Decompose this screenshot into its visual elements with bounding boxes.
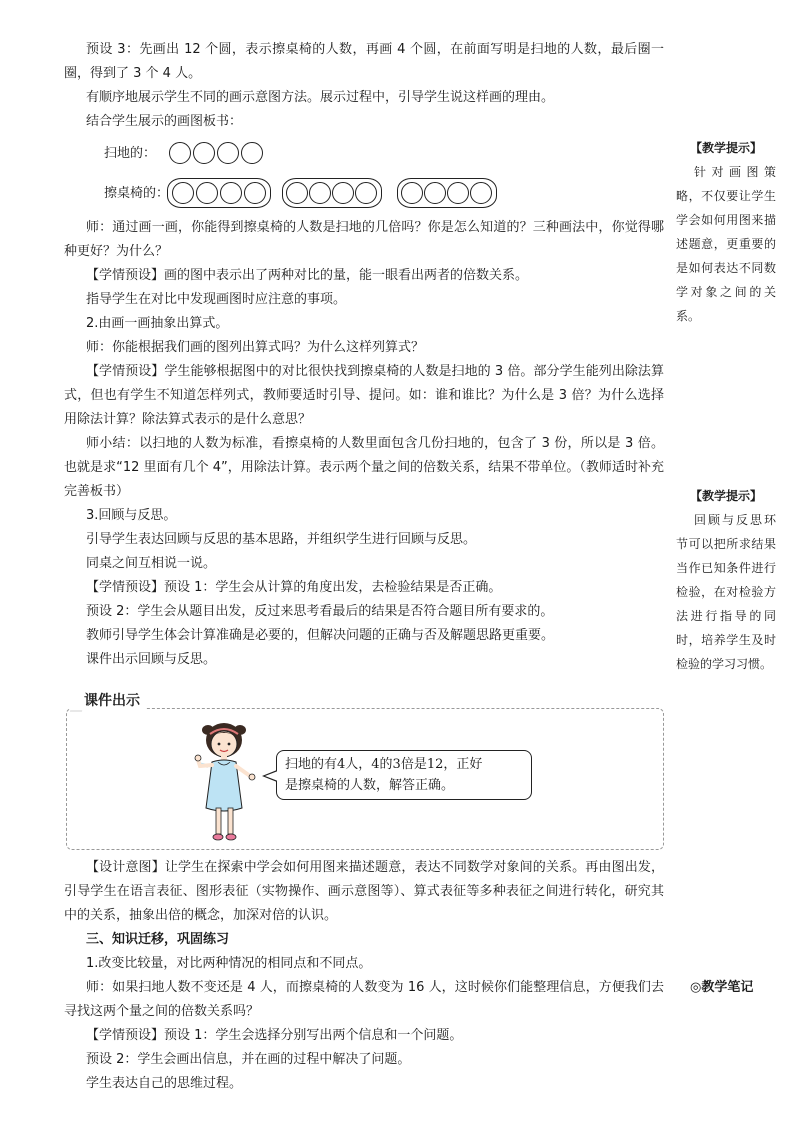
paragraph: 教师引导学生体会计算准确是必要的，但解决问题的正确与否及解题思路更重要。: [86, 628, 555, 643]
circle-desk: [470, 182, 492, 204]
circle-diagram: [64, 136, 664, 212]
main-column: [64, 38, 664, 672]
circle-sweep: [217, 142, 239, 164]
diagram-label-desk: 擦桌椅的：: [104, 186, 170, 201]
circle-sweep: [241, 142, 263, 164]
circle-desk: [309, 182, 331, 204]
paragraph: 预设 2：学生会从题目出发，反过来思考看最后的结果是否符合题目所有要求的。: [86, 604, 554, 619]
tip-body: 回顾与反思环节可以把所求结果当作已知条件进行检验，在对检验方法进行指导的同时，培养学生及时检验的学习习惯。: [676, 513, 776, 671]
paragraph: 课件出示回顾与反思。: [86, 652, 217, 667]
paragraph: 师：如果扫地人数不变还是 4 人，而擦桌椅的人数变为 16 人，这时候你们能整理信息，方便我们去寻找这两个量之间的倍数关系吗？: [64, 980, 664, 1019]
paragraph: 有顺序地展示学生不同的画示意图方法。展示过程中，引导学生说这样画的理由。: [86, 90, 555, 105]
paragraph: 【学情预设】学生能够根据图中的对比很快找到擦桌椅的人数是扫地的 3 倍。部分学生能列出除法算式，但也有学生不知道怎样列式，教师要适时引导、提问。如：谁和谁比？为什么是 3 倍？为什么选择用除法计算？除法算式表示的是什么意思？: [64, 364, 664, 427]
main-column-bottom: [64, 856, 664, 1096]
paragraph: 引导学生表达回顾与反思的基本思路，并组织学生进行回顾与反思。: [86, 532, 477, 547]
paragraph: 指导学生在对比中发现画图时应注意的事项。: [86, 292, 347, 307]
paragraph: 1.改变比较量，对比两种情况的相同点和不同点。: [86, 956, 372, 971]
section-heading: 三、知识迁移，巩固练习: [86, 932, 230, 947]
paragraph: 同桌之间互相说一说。: [86, 556, 217, 571]
paragraph: 【学情预设】预设 1：学生会选择分别写出两个信息和一个问题。: [86, 1028, 463, 1043]
paragraph: 师：你能根据我们画的图列出算式吗？为什么这样列算式？: [86, 340, 425, 355]
paragraph: 结合学生展示的画图板书：: [86, 114, 243, 129]
girl-illustration-icon: [186, 718, 266, 846]
teaching-notes-label: ◎教学笔记: [690, 980, 754, 995]
circle-desk: [447, 182, 469, 204]
circle-sweep: [169, 142, 191, 164]
circle-desk: [244, 182, 266, 204]
speech-bubble-line: 是擦桌椅的人数，解答正确。: [285, 778, 455, 793]
paragraph: 2.由画一画抽象出算式。: [86, 316, 229, 331]
circle-desk: [401, 182, 423, 204]
paragraph: 3.回顾与反思。: [86, 508, 177, 523]
circle-desk: [172, 182, 194, 204]
speech-bubble-line: 扫地的有4人，4的3倍是12，正好: [285, 757, 483, 772]
paragraph: 师：通过画一画，你能得到擦桌椅的人数是扫地的几倍吗？你是怎么知道的？三种画法中，你觉得哪种更好？为什么？: [64, 220, 664, 259]
paragraph: 【学情预设】画的图中表示出了两种对比的量，能一眼看出两者的倍数关系。: [86, 268, 529, 283]
paragraph: 【学情预设】预设 1：学生会从计算的角度出发，去检验结果是否正确。: [86, 580, 502, 595]
speech-bubble: [276, 750, 532, 800]
paragraph: 预设 2：学生会画出信息，并在画的过程中解决了问题。: [86, 1052, 411, 1067]
speech-bubble-tail-inner: [265, 771, 278, 781]
sidebar-tip-2: [676, 484, 776, 676]
tip-title: 【教学提示】: [689, 141, 762, 155]
tip-title: 【教学提示】: [689, 489, 762, 503]
paragraph: 【设计意图】让学生在探索中学会如何用图来描述题意，表达不同数学对象间的关系。再由图出发，引导学生在语言表征、图形表征（实物操作、画示意图等）、算式表征等多种表征之间进行转化，研究其中的关系，抽象出倍的概念，加深对倍的认识。: [64, 860, 664, 923]
circle-desk: [355, 182, 377, 204]
circle-sweep: [193, 142, 215, 164]
circle-desk: [424, 182, 446, 204]
sidebar-tip-1: [676, 136, 776, 328]
circle-desk: [332, 182, 354, 204]
tip-body: 针对画图策略，不仅要让学生学会如何用图来描述题意，更重要的是如何表达不同数学对象之间的关系。: [676, 165, 776, 323]
circle-desk: [286, 182, 308, 204]
circle-desk: [196, 182, 218, 204]
diagram-label-sweep: 扫地的：: [104, 146, 157, 161]
courseware-label: 课件出示: [70, 690, 146, 710]
paragraph: 师小结：以扫地的人数为标准，看擦桌椅的人数里面包含几份扫地的，包含了 3 份，所以是 3 倍。也就是求“12 里面有几个 4”，用除法计算。表示两个量之间的倍数关系，结果不带单位。（教师适时补充完善板书）: [64, 436, 664, 499]
paragraph: 学生表达自己的思维过程。: [86, 1076, 243, 1091]
paragraph: 预设 3：先画出 12 个圆，表示擦桌椅的人数，再画 4 个圆，在前面写明是扫地的人数，最后圈一圈，得到了 3 个 4 人。: [64, 42, 664, 81]
circle-desk: [220, 182, 242, 204]
